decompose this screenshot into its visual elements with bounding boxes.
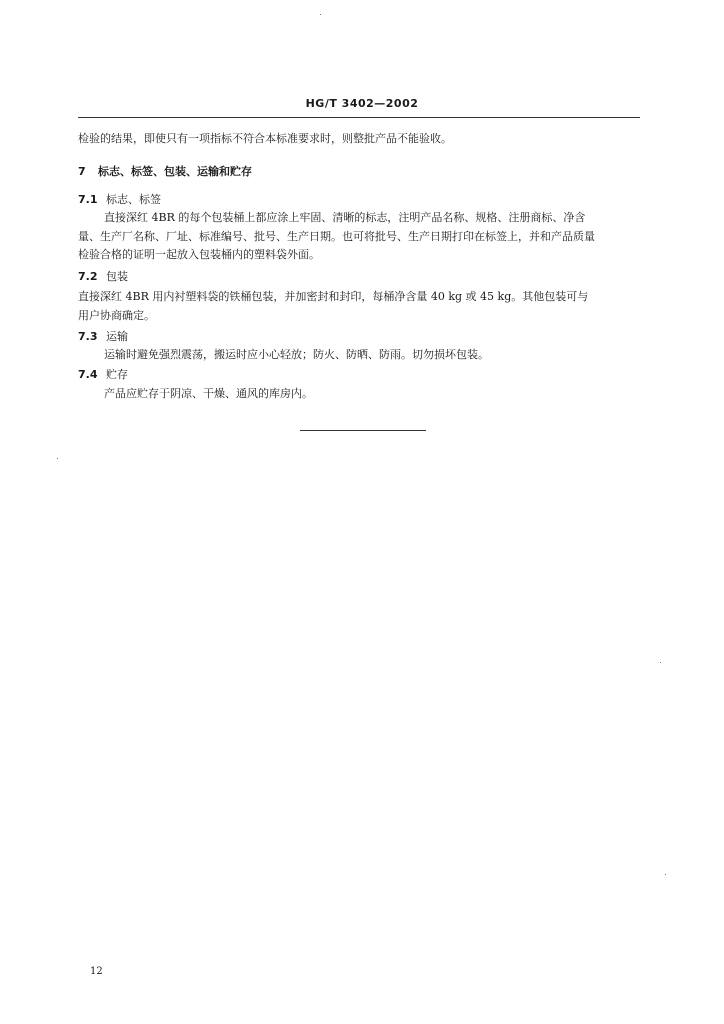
end-rule — [300, 430, 426, 431]
section-title: 标志、标签 — [106, 193, 161, 206]
continuation-line: 检验的结果，即使只有一项指标不符合本标准要求时，则整批产品不能验收。 — [78, 132, 452, 145]
section-number: 7 — [78, 165, 86, 178]
paragraph-line: 直接深红 4BR 的每个包装桶上都应涂上牢固、清晰的标志，注明产品名称、规格、注册商标、净含 — [104, 211, 586, 224]
scan-speck — [660, 662, 661, 663]
section-number: 7.1 — [78, 193, 98, 206]
section-7-1-heading — [78, 192, 644, 207]
section-title: 运输 — [106, 330, 128, 343]
section-number: 7.4 — [78, 368, 98, 381]
section-7-3-heading — [78, 329, 644, 344]
header-rule — [78, 117, 640, 118]
scan-speck — [57, 458, 58, 459]
section-7-2-heading — [78, 269, 644, 284]
paragraph-line: 产品应贮存于阴凉、干燥、通风的库房内。 — [104, 387, 313, 400]
scan-speck — [320, 14, 321, 15]
section-7-4-heading — [78, 367, 644, 382]
page-number: 12 — [90, 966, 103, 977]
scan-speck — [665, 874, 666, 875]
paragraph-line: 量、生产厂名称、厂址、标准编号、批号、生产日期。也可将批号、生产日期打印在标签上，并和产品质量 — [78, 230, 595, 243]
section-title: 包装 — [106, 270, 128, 283]
paragraph-line: 用户协商确定。 — [78, 309, 155, 322]
section-number: 7.2 — [78, 270, 98, 283]
paragraph-line: 直接深红 4BR 用内衬塑料袋的铁桶包装，并加密封和封印，每桶净含量 40 kg 或 45 kg。其他包装可与 — [78, 290, 589, 303]
paragraph-line: 运输时避免强烈震荡，搬运时应小心轻放；防火、防晒、防雨。切勿损坏包装。 — [104, 348, 489, 361]
section-7-heading — [78, 164, 644, 179]
section-title: 标志、标签、包装、运输和贮存 — [98, 165, 252, 178]
document-code: HG/T 3402—2002 — [305, 97, 419, 110]
section-title: 贮存 — [106, 368, 128, 381]
paragraph-line: 检验合格的证明一起放入包装桶内的塑料袋外面。 — [78, 248, 320, 261]
section-number: 7.3 — [78, 330, 98, 343]
